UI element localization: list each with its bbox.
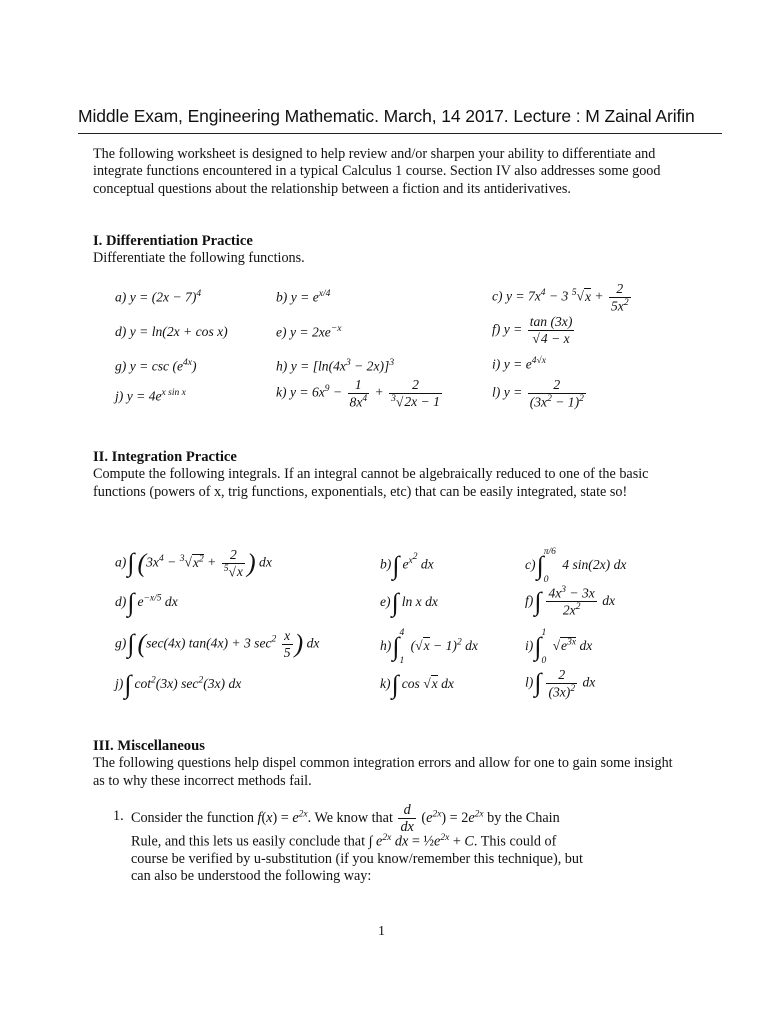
section-2-heading: II. Integration Practice: [93, 449, 237, 465]
int-item-d: d)∫ $e^{-x/5}$ dx: [115, 588, 178, 617]
diff-item-f: f) y = $\frac{\tan (3x)}{√4 - x}$: [492, 314, 573, 346]
int-item-a: a)∫ ($3x^4 - ^3√x^2$ + $\frac{2}{^5√x}$ ) dx: [115, 547, 272, 580]
diff-item-a: a) $y = (2x - 7)^4$: [115, 289, 202, 305]
diff-item-k: k) $y = 6x^9$ − $\frac{1}{8x^4}$ + $\frac{2}{^3√2x - 1}$: [276, 377, 440, 410]
int-item-j: j)∫ $\cot^2(3x)$ $\sec^2(3x)$ dx: [115, 670, 242, 699]
misc-item-1-number: 1.: [113, 808, 124, 824]
section-3-heading: III. Miscellaneous: [93, 738, 205, 754]
diff-item-l: l) y = $\frac{2}{(3x^2 - 1)^2}$: [492, 377, 584, 410]
page-title: Middle Exam, Engineering Mathematic. March, 14 2017. Lecture : M Zainal Arifin: [78, 106, 695, 126]
diff-item-i: i) $y = e^{4√x}$: [492, 356, 546, 372]
int-item-g: g)∫ (sec(4x) tan(4x) + 3 $\sec^2$ $\frac{x}{5}$ ) dx: [115, 628, 320, 660]
section-1: [93, 233, 681, 268]
int-item-k: k)∫ cos √x dx: [380, 670, 454, 699]
intro-paragraph: The following worksheet is designed to help review and/or sharpen your ability to differentiate and integrate functions encountered in a typical Calculus 1 course. Section IV also addresses some good conceptual questions about the relationship between a fiction and its antiderivatives.: [93, 146, 661, 197]
int-item-f: f)∫ $\frac{4x^3 - 3x}{2x^2}$ dx: [525, 585, 616, 618]
misc-item-1-line-4: can also be understood the following way:: [131, 868, 372, 884]
misc-item-1-line-3: course be verified by u-substitution (if you know/remember this technique), but: [131, 851, 583, 867]
section-3: [93, 738, 681, 790]
section-2-instruction: Compute the following integrals. If an integral cannot be algebraically reduced to one of the basic functions (powers of x, trig functions, exponentials, etc) that can be easily integrated, state so!: [93, 466, 649, 500]
section-1-instruction: Differentiate the following functions.: [93, 250, 305, 267]
int-item-h: h)∫ 4 1 $(√x - 1)^2$ dx: [380, 628, 478, 666]
section-2: [93, 449, 681, 501]
misc-item-1-line-1: Consider the function $f(x) = e^{2x}$. We know that $\frac{d}{dx}$ $(e^{2x}) = 2e^{2x}$ by the Chain: [131, 802, 560, 836]
int-item-c: c)∫ π/6 0 4 sin(2x) dx: [525, 547, 627, 585]
int-item-i: i)∫ 1 0 $√e^{3x}$ dx: [525, 628, 593, 666]
int-item-l: l)∫ $\frac{2}{(3x)^2}$ dx: [525, 667, 596, 700]
title-rule: [78, 133, 722, 134]
section-1-heading: I. Differentiation Practice: [93, 233, 253, 249]
page-number: 1: [378, 924, 385, 939]
diff-item-g: g) $y = \csc (e^{4x})$: [115, 358, 197, 374]
diff-item-h: h) $y = [\ln(4x^3 - 2x)]^3$: [276, 358, 395, 374]
diff-item-e: e) $y = 2xe^{-x}$: [276, 324, 342, 340]
diff-item-c: c) $y = 7x^4 - 3$ $^5$√x + $\frac{2}{5x^2}$: [492, 281, 629, 314]
section-3-instruction: The following questions help dispel common integration errors and allow for one to gain some insight as to why these incorrect methods fail.: [93, 755, 673, 789]
int-item-e: e)∫ ln x dx: [380, 588, 438, 617]
diff-item-b: b) $y = e^{x/4}$: [276, 289, 331, 305]
diff-item-d: d) y = ln(2x + cos x): [115, 324, 228, 339]
misc-item-1-line-2: Rule, and this lets us easily conclude that ∫ $e^{2x}$ dx = $\frac{1}{2}e^{2x} + C$. This could of: [131, 833, 557, 850]
int-item-b: b)∫ $e^{x^2}$ dx: [380, 550, 434, 580]
diff-item-j: j) $y = 4e^{x sin x}$: [115, 388, 186, 404]
